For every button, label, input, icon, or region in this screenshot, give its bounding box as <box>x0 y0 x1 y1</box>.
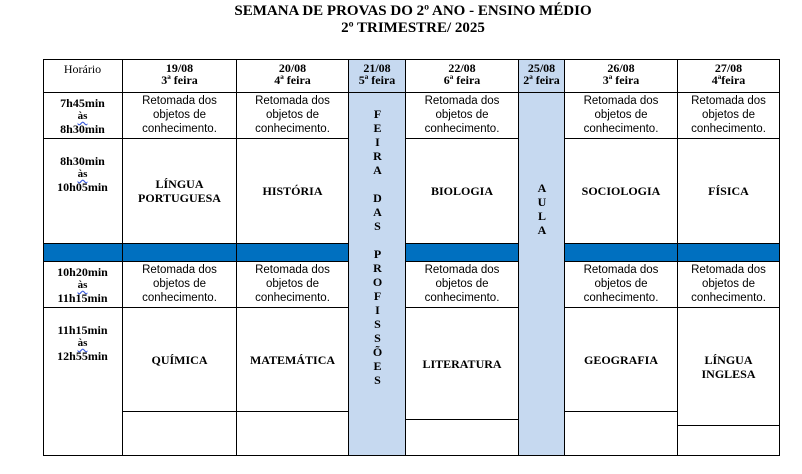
retomada-line: objetos de <box>594 278 648 290</box>
time-separator: às <box>77 337 88 349</box>
letter: Õ <box>372 345 383 359</box>
day-weekday: 3ª feira <box>602 73 640 87</box>
subject-cell: SOCIOLOGIA <box>565 139 678 244</box>
letter: R <box>373 261 382 275</box>
letter: D <box>373 191 382 205</box>
day-date: 27/08 <box>714 61 743 75</box>
subject-cell: FÍSICA <box>678 139 780 244</box>
schedule-title: SEMANA DE PROVAS DO 2º ANO - ENSINO MÉDIO <box>234 3 592 19</box>
time-slot-3 <box>43 262 123 308</box>
retomada-line: objetos de <box>435 278 489 290</box>
subject-cell: MATEMÁTICA <box>237 308 349 412</box>
subject-cell-frame <box>237 308 349 456</box>
header-day-3 <box>349 59 406 93</box>
retomada-line: objetos de <box>435 109 489 121</box>
header-day-5 <box>519 59 565 93</box>
time-separator: às <box>77 110 88 122</box>
time-slot-2 <box>43 139 123 244</box>
retomada-cell <box>237 93 349 139</box>
subject-cell-frame <box>565 308 678 456</box>
day-date: 19/08 <box>165 61 194 75</box>
retomada-line: conhecimento. <box>691 123 766 135</box>
retomada-line: Retomada dos <box>255 264 330 276</box>
day-weekday: 4ªfeira <box>711 73 746 87</box>
header-day-1 <box>123 59 237 93</box>
break-separator <box>43 244 123 262</box>
letter: F <box>373 289 382 303</box>
retomada-cell <box>678 93 780 139</box>
day-date: 26/08 <box>607 61 635 75</box>
retomada-line: conhecimento. <box>691 292 766 304</box>
retomada-line: objetos de <box>152 109 207 121</box>
feira-das-profissoes-label <box>349 107 406 387</box>
subject-cell-frame <box>678 308 780 456</box>
time-end: 11h15min <box>57 291 108 305</box>
letter: I <box>375 303 380 317</box>
day-date: 21/08 <box>363 61 391 75</box>
retomada-line: objetos de <box>152 278 207 290</box>
letter: S <box>374 219 381 233</box>
time-end: 8h30min <box>60 122 105 136</box>
letter: E <box>373 121 382 135</box>
header-day-4 <box>406 59 519 93</box>
day-weekday: 6ª feira <box>443 73 481 87</box>
day-weekday: 3ª feira <box>161 73 198 87</box>
letter: S <box>374 331 381 345</box>
retomada-line: conhecimento. <box>583 292 659 304</box>
header-day-6 <box>565 59 678 93</box>
time-separator: às <box>77 168 88 180</box>
time-start: 8h30min <box>60 154 105 168</box>
letter: E <box>373 359 382 373</box>
letter: S <box>374 317 381 331</box>
letter: P <box>373 247 382 261</box>
schedule-subtitle: 2º TRIMESTRE/ 2025 <box>341 20 485 36</box>
letter: A <box>537 223 547 237</box>
break-separator <box>237 244 349 262</box>
time-end: 10h05min <box>57 180 108 194</box>
break-separator <box>678 244 780 262</box>
subject-cell: BIOLOGIA <box>406 139 519 244</box>
subject-cell: LÍNGUA INGLESA <box>678 308 780 426</box>
letter: L <box>537 209 546 223</box>
header-day-7 <box>678 59 780 93</box>
break-separator <box>123 244 237 262</box>
retomada-cell <box>123 262 237 308</box>
retomada-line: Retomada dos <box>583 264 659 276</box>
retomada-line: objetos de <box>265 278 320 290</box>
retomada-line: conhecimento. <box>142 292 217 304</box>
exam-schedule-table <box>43 59 780 456</box>
retomada-line: Retomada dos <box>583 95 659 107</box>
retomada-line: objetos de <box>594 109 648 121</box>
retomada-cell <box>237 262 349 308</box>
time-start: 7h45min <box>60 96 105 110</box>
letter: S <box>374 373 381 387</box>
aula-label <box>519 181 565 237</box>
header-day-2 <box>237 59 349 93</box>
retomada-line: conhecimento. <box>142 123 217 135</box>
retomada-line: Retomada dos <box>424 95 500 107</box>
retomada-line: Retomada dos <box>691 95 766 107</box>
time-slot-1 <box>43 93 123 139</box>
letter: A <box>537 181 547 195</box>
time-slot-4 <box>43 308 123 456</box>
letter: A <box>373 163 382 177</box>
subject-cell-frame <box>123 308 237 456</box>
letter: R <box>373 149 382 163</box>
retomada-cell <box>406 262 519 308</box>
retomada-line: Retomada dos <box>691 264 766 276</box>
letter: O <box>372 275 383 289</box>
time-start: 10h20min <box>57 265 108 279</box>
retomada-line: conhecimento. <box>424 123 500 135</box>
retomada-cell <box>123 93 237 139</box>
subject-cell: GEOGRAFIA <box>565 308 678 412</box>
day-date: 25/08 <box>527 61 556 75</box>
retomada-line: Retomada dos <box>255 95 330 107</box>
letter: A <box>373 205 382 219</box>
retomada-line: objetos de <box>701 278 756 290</box>
retomada-line: objetos de <box>265 109 320 121</box>
day-weekday: 5ª feira <box>358 73 396 87</box>
subject-cell: LÍNGUA PORTUGUESA <box>123 139 237 244</box>
day-date: 20/08 <box>278 61 307 75</box>
retomada-line: Retomada dos <box>424 264 500 276</box>
letter: F <box>373 107 382 121</box>
day-weekday: 4ª feira <box>274 73 311 87</box>
subject-cell-frame <box>406 308 519 456</box>
header-horario: Horário <box>43 59 123 93</box>
retomada-cell <box>406 93 519 139</box>
letter: U <box>537 195 547 209</box>
time-end: 12h55min <box>57 349 108 363</box>
time-start: 11h15min <box>57 323 108 337</box>
retomada-cell <box>565 93 678 139</box>
subject-cell: LITERATURA <box>406 308 519 420</box>
retomada-line: Retomada dos <box>142 264 217 276</box>
letter: I <box>375 135 380 149</box>
retomada-line: conhecimento. <box>583 123 659 135</box>
retomada-line: conhecimento. <box>255 123 330 135</box>
day-weekday: 2ª feira <box>523 73 560 87</box>
retomada-line: objetos de <box>701 109 756 121</box>
retomada-line: conhecimento. <box>424 292 500 304</box>
retomada-line: conhecimento. <box>255 292 330 304</box>
subject-cell: HISTÓRIA <box>237 139 349 244</box>
retomada-line: Retomada dos <box>142 95 217 107</box>
day-date: 22/08 <box>448 61 476 75</box>
aula-column <box>519 93 565 456</box>
retomada-cell <box>678 262 780 308</box>
subject-cell: QUÍMICA <box>123 308 237 412</box>
retomada-cell <box>565 262 678 308</box>
break-separator <box>565 244 678 262</box>
break-separator <box>406 244 519 262</box>
time-separator: às <box>77 279 88 291</box>
